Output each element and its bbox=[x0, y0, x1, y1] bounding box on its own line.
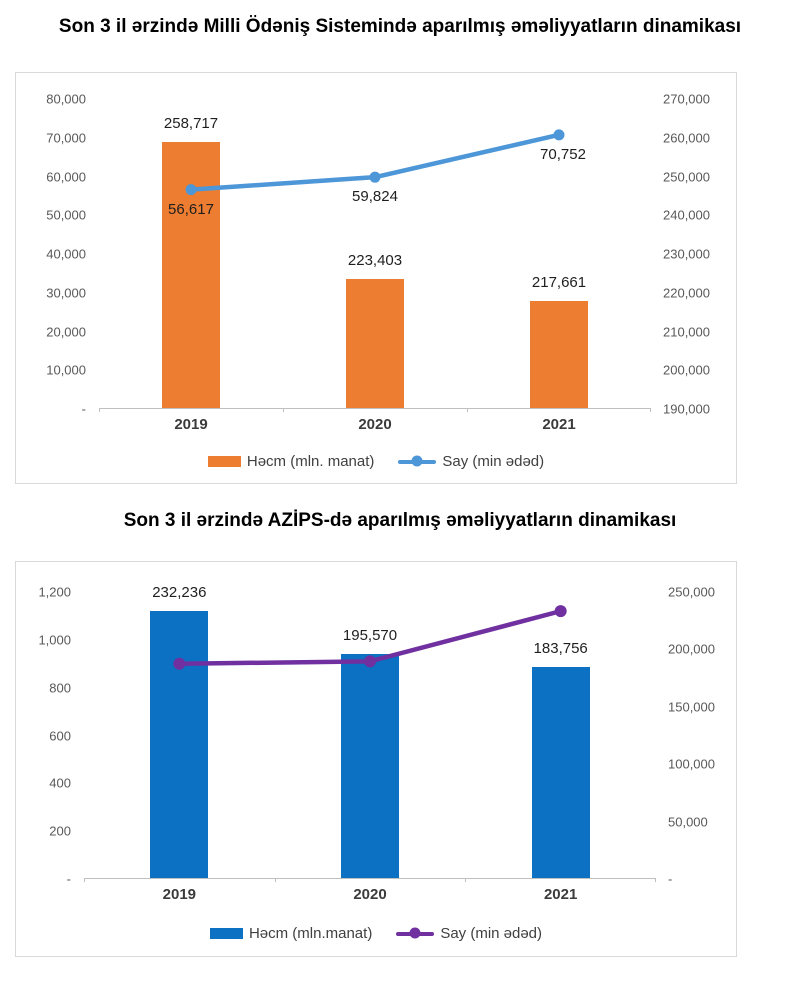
axis-tick-label: 50,000 bbox=[46, 207, 86, 223]
line-point-2020 bbox=[364, 655, 376, 667]
axis-tick-label: 150,000 bbox=[668, 699, 715, 715]
axis-tick-label: 190,000 bbox=[663, 401, 710, 417]
axis-tick-label: 240,000 bbox=[663, 207, 710, 223]
legend-line-swatch-icon bbox=[396, 927, 434, 940]
line-value-label: 56,617 bbox=[168, 200, 214, 218]
axis-tick-label: 200,000 bbox=[668, 641, 715, 657]
axis-tick-label: 260,000 bbox=[663, 130, 710, 146]
plot-area bbox=[99, 99, 651, 409]
axis-tick-label: 70,000 bbox=[46, 130, 86, 146]
legend bbox=[16, 439, 736, 483]
line-point-2021 bbox=[555, 605, 567, 617]
axis-tick-label: 20,000 bbox=[46, 324, 86, 339]
axis-tick-label: - bbox=[66, 871, 71, 887]
axis-tick-label: 250,000 bbox=[663, 169, 710, 184]
legend-label: Həcm (mln. manat) bbox=[246, 452, 375, 470]
axis-tick-label: 220,000 bbox=[663, 285, 710, 301]
right-axis bbox=[651, 91, 736, 417]
left-axis bbox=[16, 91, 99, 417]
azips-chart-card bbox=[15, 561, 737, 957]
azips-chart-grid bbox=[16, 584, 736, 956]
bar-value-label: 223,403 bbox=[347, 251, 403, 269]
bar-value-label: 217,661 bbox=[531, 273, 587, 291]
axis-tick-label: 270,000 bbox=[663, 91, 710, 107]
axis-tick-label: 50,000 bbox=[668, 814, 708, 830]
axis-tick-label: 400 bbox=[49, 775, 71, 791]
azips-chart-title: Son 3 il ərzində AZİPS-də aparılmış əməliyyatların dinamikası bbox=[123, 510, 677, 531]
legend bbox=[16, 910, 736, 956]
line-value-label: 70,752 bbox=[540, 145, 586, 163]
bar-value-label: 183,756 bbox=[533, 640, 588, 658]
axis-tick-label: 60,000 bbox=[46, 169, 86, 184]
nps-chart-card bbox=[15, 72, 737, 484]
axis-tick-label: 200,000 bbox=[663, 362, 710, 378]
legend-label: Həcm (mln.manat) bbox=[248, 924, 373, 942]
x-label-2020: 2020 bbox=[358, 416, 392, 433]
x-axis-labels bbox=[99, 409, 651, 439]
legend-item-hecm bbox=[210, 925, 372, 942]
left-axis bbox=[16, 584, 84, 887]
axis-tick-label: 30,000 bbox=[46, 285, 86, 301]
axis-tick-label: 210,000 bbox=[663, 324, 710, 339]
axis-tick-label: 800 bbox=[49, 680, 71, 696]
axis-tick-label: 10,000 bbox=[46, 362, 86, 378]
legend-line-dot bbox=[412, 456, 423, 467]
axis-tick-label: - bbox=[81, 401, 86, 417]
axis-tick-label: 80,000 bbox=[46, 91, 86, 107]
axis-tick-label: 1,000 bbox=[38, 632, 71, 648]
plot-area bbox=[84, 584, 656, 879]
line-point-2020 bbox=[370, 172, 381, 183]
x-axis-labels bbox=[84, 879, 656, 910]
line-point-2019 bbox=[186, 184, 197, 195]
axis-tick-label: 230,000 bbox=[663, 246, 710, 262]
axis-tick-label: 200 bbox=[49, 823, 71, 839]
axis-tick-label: 1,200 bbox=[38, 584, 71, 600]
x-label-2021: 2021 bbox=[543, 886, 578, 903]
nps-chart-grid bbox=[16, 91, 736, 483]
legend-line-swatch-icon bbox=[398, 455, 436, 468]
axis-tick-label: 40,000 bbox=[46, 246, 86, 262]
bar-value-label: 232,236 bbox=[152, 584, 207, 602]
right-axis bbox=[656, 584, 736, 887]
x-label-2019: 2019 bbox=[162, 886, 197, 903]
axis-tick-label: 100,000 bbox=[668, 756, 715, 772]
line-value-label: 59,824 bbox=[352, 188, 398, 206]
nps-chart-title: Son 3 il ərzində Milli Ödəniş Sistemində aparılmış əməliyyatların dinamikası bbox=[58, 16, 742, 37]
legend-label: Say (min ədəd) bbox=[442, 452, 545, 470]
bar-value-label: 195,570 bbox=[342, 626, 398, 644]
legend-bar-swatch-icon bbox=[208, 456, 241, 467]
line-point-2019 bbox=[173, 658, 185, 670]
legend-label: Say (min ədəd) bbox=[440, 924, 543, 942]
x-label-2019: 2019 bbox=[174, 416, 208, 433]
x-label-2021: 2021 bbox=[542, 416, 576, 433]
legend-line-dot bbox=[410, 928, 421, 939]
x-label-2020: 2020 bbox=[353, 886, 387, 903]
axis-tick-label: 250,000 bbox=[668, 584, 715, 600]
legend-item-hecm bbox=[208, 453, 375, 470]
axis-tick-label: - bbox=[668, 871, 673, 887]
legend-item-say bbox=[398, 453, 544, 470]
legend-bar-swatch-icon bbox=[210, 928, 243, 939]
bar-value-label: 258,717 bbox=[163, 114, 219, 132]
line-point-2021 bbox=[554, 129, 565, 140]
legend-item-say bbox=[396, 925, 542, 942]
axis-tick-label: 600 bbox=[49, 728, 71, 743]
